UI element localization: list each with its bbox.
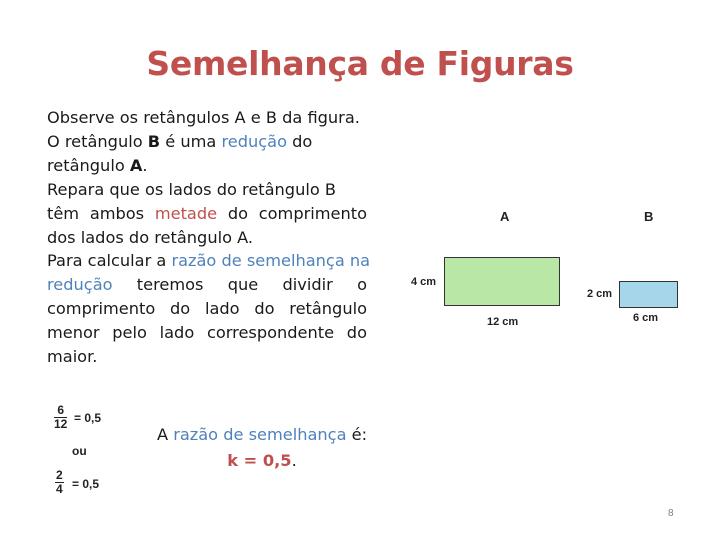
paragraph-3-line-3: dos lados do retângulo A. [47, 227, 254, 247]
paragraph-2-line-2 [47, 154, 367, 178]
result-line-2 [140, 448, 384, 474]
explanation-text [47, 106, 371, 369]
text-run: teremos que dividir o [112, 275, 367, 295]
text-run: . [291, 451, 297, 470]
highlight-metade: metade [154, 203, 218, 223]
fraction-denominator: 4 [56, 482, 63, 496]
paragraph-4-line-2 [47, 273, 367, 297]
rectangle-b [619, 281, 678, 308]
rectangle-a-height: 4 cm [411, 276, 437, 288]
k-value: k = 0,5 [227, 451, 292, 470]
paragraph-3-line-1: Repara que os lados do retângulo B [47, 179, 336, 199]
result-line-1 [140, 422, 384, 448]
text-run: é uma [160, 131, 222, 151]
paragraph-1: Observe os retângulos A e B da figura. [47, 108, 360, 127]
paragraph-2-line-1 [47, 130, 367, 154]
highlight-razao: razão de semelhança na [171, 251, 371, 271]
fraction-numerator: 2 [56, 468, 63, 482]
slide-title: Semelhança de Figuras [146, 44, 574, 83]
fraction-denominator: 12 [54, 417, 68, 431]
paragraph-4-line-4: menor pelo lado correspondente do [47, 323, 367, 343]
highlight-reducao: redução [221, 131, 287, 151]
paragraph-3-line-2 [47, 202, 367, 226]
rectangle-a-width: 12 cm [487, 316, 519, 328]
rectangle-b-width: 6 cm [633, 312, 659, 324]
rectangle-b-height: 2 cm [587, 288, 613, 300]
highlight-reducao: redução [47, 275, 113, 295]
paragraph-4-line-3: comprimento do lado do retângulo [47, 299, 367, 319]
text-run: têm ambos [47, 203, 155, 223]
fraction-6-12 [54, 404, 67, 431]
fraction-numerator: 6 [54, 404, 67, 418]
rectangle-a-label: A [500, 209, 510, 224]
text-run: A [156, 425, 174, 444]
page-number: 8 [668, 508, 674, 519]
text-run: do comprimento [217, 203, 367, 223]
paragraph-4-line-5: maior. [47, 347, 98, 367]
or-label: ou [72, 444, 87, 458]
paragraph-4-line-1 [47, 249, 371, 273]
fraction-2-4 [55, 469, 64, 496]
text-run: retângulo [47, 155, 130, 175]
rectangle-b-label: B [644, 209, 654, 224]
text-run: . [142, 155, 148, 175]
text-run-bold: B [147, 131, 161, 151]
text-run-bold: A [129, 155, 143, 175]
similarity-ratio-result [140, 422, 384, 474]
text-run: é: [346, 425, 368, 444]
text-run: O retângulo [47, 131, 148, 151]
highlight-razao: razão de semelhança [173, 425, 347, 444]
fraction-2-result: = 0,5 [72, 477, 100, 491]
rectangle-a [444, 257, 560, 306]
fraction-1-result: = 0,5 [74, 411, 102, 425]
text-run: do [286, 131, 313, 151]
text-run: Para calcular a [47, 251, 172, 271]
